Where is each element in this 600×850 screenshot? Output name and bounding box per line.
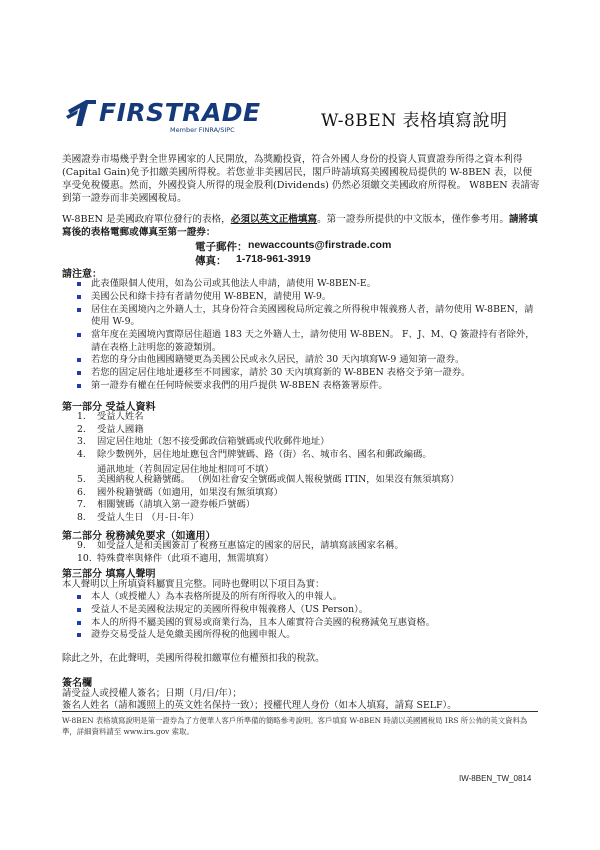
part3-intro: 本人聲明以上所填資料屬實且完整。同時也聲明以下項目為實： [62,579,325,590]
item-text: 相關號碼（請填入第一證券帳戶號碼） [97,499,256,511]
list-item [75,499,535,512]
item-number: 1. [77,411,86,422]
note-english-requirement: 必須以英文正楷填寫 [230,214,318,225]
list-item: 若您的固定居住地址遷移至不同國家，請於 30 天內填寫新的 W-8BEN 表格交予第一證券。 [75,367,535,380]
list-item [75,540,535,553]
item-text: 國外稅籍號碼（如適用，如果沒有無須填寫） [97,486,283,498]
list-item: 當年度在美國境內實際居住超過 183 天之外籍人士，請勿使用 W-8BEN。 F、J、M、Q 簽證持有者除外，請在表格上註明您的簽證類別。 [75,329,535,354]
list-item [75,424,535,437]
item-text: 受益人生日 （月-日-年） [97,511,200,523]
member-finra-sipc: Member FINRA/SIPC [170,126,235,134]
footnote: W-8BEN 表格填寫說明是第一證券為了方便華人客戶所準備的簡略參考說明。客戶填寫 W-8BEN 時請以美國國稅局 IRS 所公佈的英文資料為準，詳細資料請至 www.irs.gov 索取。 [62,716,528,736]
part2-heading: 第二部分 稅務減免要求（如適用） [62,531,216,542]
signature-line-2: 簽名人姓名（請和護照上的英文姓名保持一致）；授權代理人身份（如本人填寫，請寫 SELF）。 [62,700,457,711]
item-number: 9. [77,540,86,551]
list-item: 第一證券有權在任何時候要求我們的用戶提供 W-8BEN 表格簽署原件。 [75,380,535,393]
form-code: IW-8BEN_TW_0814 [459,774,532,783]
item-number: 6. [77,486,86,498]
item-number: 3. [77,436,86,448]
list-item [75,553,535,566]
signature-divider [62,711,538,712]
item-text: 特殊費率與條件（此項不適用，無需填寫） [97,552,274,564]
item-number: 8. [77,511,86,523]
item-number: 2. [77,423,86,435]
list-item [75,449,535,462]
item-text: 美國納稅人稅籍號碼。 （例如社會安全號碼或個人報稅號碼 ITIN，如果沒有無須填寫） [97,474,460,485]
item-text: 除少數例外，居住地址應包含門牌號碼、路（街）名、城市名、國名和郵政編碼。 [97,448,432,460]
item-text: 如受益人是和美國簽訂了稅務互惠協定的國家的居民，請填寫該國家名稱。 [97,540,404,551]
fax-label: 傳真： [195,255,227,267]
item-text: 固定居住地址（恕不接受郵政信箱號碼或代收郵件地址） [97,436,330,448]
item-number: 5. [77,474,86,485]
firstrade-arrow-icon [66,98,98,128]
list-item [75,487,535,500]
brand-name: FIRSTRADE [99,98,261,127]
note-pre: W-8BEN 是美國政府單位發行的表格， [62,214,231,225]
list-item: 此表僅限個人使用，如為公司或其他法人申請，請使用 W-8BEN-E。 [75,278,535,291]
item-number: 4. [77,448,86,460]
part1-list-cont [75,474,535,524]
firstrade-logo [66,96,261,136]
list-item: 若您的身分由他國國籍變更為美國公民或永久居民，請於 30 天內填寫W-9 通知第一證券。 [75,354,535,367]
page-title: W-8BEN 表格填寫說明 [321,111,508,131]
list-item [75,411,535,424]
notice-list [75,278,535,393]
list-item [75,512,535,525]
notice-heading: 請注意： [62,269,102,280]
item-number: 7. [77,499,86,511]
list-item: 居住在美國境內之外籍人士，其身份符合美國國稅局所定義之所得稅申報義務人者，請勿使用 W-8BEN，請使用 W-9。 [75,304,535,329]
part2-list [75,540,535,565]
list-item: 本人的所得不屬美國的貿易或商業行為，且本人確實符合美國的稅務減免互惠資格。 [75,617,535,630]
fax-number: 1-718-961-3919 [236,253,311,265]
list-item: 受益人不是美國稅法規定的美國所得稅申報義務人（US Person）。 [75,604,535,617]
list-item [75,474,535,487]
list-item [75,436,535,449]
mailing-address-note: 通訊地址（若與固定居住地址相同可不填） [97,464,274,475]
email-label: 電子郵件： [195,241,248,253]
note-submit: 請將填寫後的表格電郵或傳真至第一證券： [62,214,538,238]
part3-closing: 除此之外，在此聲明，美國所得稅扣繳單位有權預扣我的稅款。 [62,653,325,664]
instruction-note [62,213,540,239]
list-item: 證券交易受益人是免繳美國所得稅的他國申報人。 [75,629,535,642]
signature-line-1: 請受益人或授權人簽名；日期（月/日/年）； [62,688,242,699]
item-text: 受益人姓名 [97,411,144,422]
intro-paragraph: 美國證券市場幾乎對全世界國家的人民開放，為獎勵投資，符合外國人身份的投資人買賣證券所得之資本利得(Capital Gain)免予扣繳美國所得稅。若您並非美國居民，閣戶時請填寫美國國稅局提供的 W-8BEN 表，以便享受免稅優惠。然而，外國投資人所得的現金股利(Dividends) 仍然必須繳交美國政府所得稅。 W8BEN 表請寄到第一證券而非美國國稅局。 [62,154,540,204]
part1-list [75,411,535,461]
item-number: 10. [77,552,92,564]
item-text: 受益人國籍 [97,423,144,435]
list-item: 本人（或授權人）為本表格所提及的所有所得收入的申報人。 [75,591,535,604]
part3-heading: 第三部分 填寫人聲明 [62,569,156,580]
email-link[interactable]: newaccounts@firstrade.com [248,239,392,251]
part1-heading: 第一部分 受益人資料 [62,402,156,413]
part3-list [75,591,535,642]
list-item: 美國公民和綠卡持有者請勿使用 W-8BEN，請使用 W-9。 [75,291,535,304]
signature-heading: 簽名欄 [62,678,92,689]
note-mid: 。第一證券所提供的中文版本，僅作參考用。 [317,214,509,225]
